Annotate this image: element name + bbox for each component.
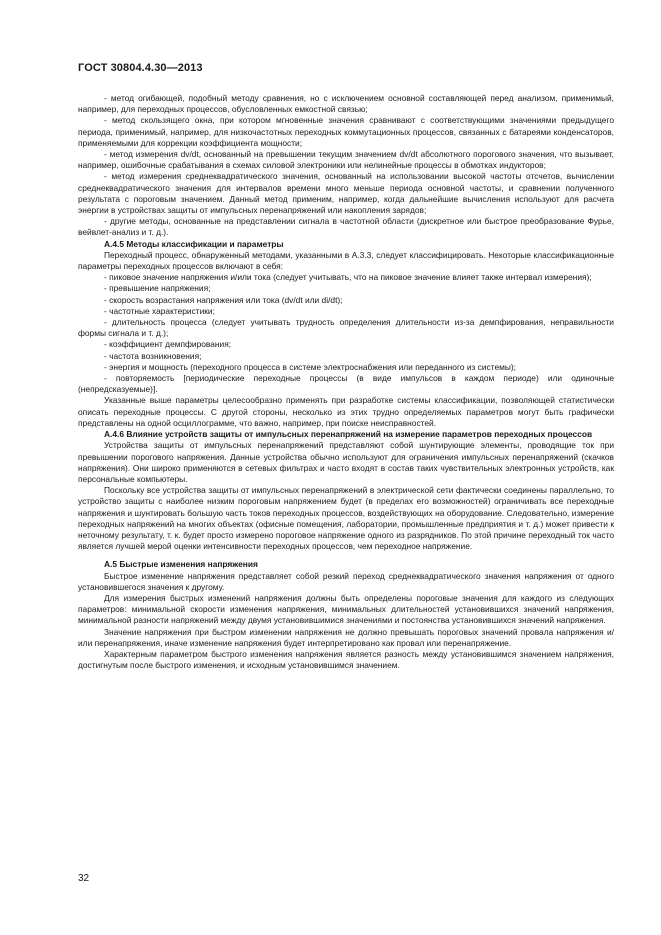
section-heading: А.4.5 Методы классификации и параметры: [104, 238, 284, 249]
paragraph: Указанные выше параметры целесообразно применять при разработке системы классификации, позволяющей статистически описать переходные процессы. С другой стороны, несколько из этих трудно определяемых параметров могут быть графически представлены на одной осциллограмме, что важно, например, при поиске неисправностей.: [78, 395, 614, 428]
document-header: ГОСТ 30804.4.30—2013: [78, 62, 203, 74]
paragraph: Характерным параметром быстрого изменения напряжения является разность между установившимся значением напряжения, достигнутым после быстрого изменения, и исходным установившимся значением.: [78, 648, 614, 671]
list-item: - длительность процесса (следует учитывать трудность определения длительности из-за демпфирования, неправильности формы сигнала и т. д.);: [78, 317, 614, 339]
paragraph: - метод скользящего окна, при котором мгновенные значения сравнивают с соответствующими значениями предыдущего периода, применимый, например, для низкочастотных переходных коммутационных процессов, связанных с батареями конденсаторов, применяемыми для коррекции коэффициента мощности;: [78, 115, 614, 148]
list-item: - частотные характеристики;: [104, 305, 215, 316]
section-heading: А.5 Быстрые изменения напряжения: [104, 559, 258, 570]
list-item: - частота возникновения;: [104, 350, 202, 361]
list-item: - энергия и мощность (переходного процесса в системе электроснабжения или переданного из системы);: [104, 361, 517, 372]
paragraph: Значение напряжения при быстром изменении напряжения не должно превышать пороговых значений провала напряжения и/или перенапряжения, иначе изменение напряжения будет интерпретировано как провал или перенапряжение.: [78, 626, 614, 648]
list-item: - скорость возрастания напряжения или тока (dv/dt или di/dt);: [104, 294, 343, 305]
page-number: 32: [78, 873, 90, 884]
paragraph: Устройства защиты от импульсных перенапряжений представляют собой шунтирующие элементы, проводящие ток при превышении порогового напряжения. Данные устройства обычно используют для ограничения импульсных перенапряжений (скачков напряжения). Они широко применяются в сетевых фильтрах и часто входят в состав таких чувствительных электронных устройств, как персональные компьютеры.: [78, 440, 614, 484]
list-item: - коэффициент демпфирования;: [104, 339, 232, 350]
paragraph: Быстрое изменение напряжения представляет собой резкий переход среднеквадратического значения напряжения от одного установившегося значения к другому.: [78, 570, 614, 592]
list-item: - повторяемость [периодические переходные процессы (в виде импульсов в каждом периоде) или одиночные (непредсказуемые)].: [78, 373, 614, 395]
paragraph: Для измерения быстрых изменений напряжения должны быть определены пороговые значения для каждого из следующих параметров: минимальной скорости изменения напряжения, минимальных длительностей установившихся значений напряжения, минимальной разности напряжений между двумя установившимися значениями и постоянства установившихся значений напряжения.: [78, 592, 614, 626]
list-item: - пиковое значение напряжения и/или тока (следует учитывать, что на пиковое значение влияет также интервал измерения);: [104, 272, 592, 283]
paragraph: - другие методы, основанные на представлении сигнала в частотной области (дискретное или быстрое преобразование Фурье, вейвлет-анализ и т. д.).: [78, 216, 614, 238]
paragraph: Переходный процесс, обнаруженный методами, указанными в А.3.3, следует классифицировать. Некоторые классификационные параметры переходных процессов включают в себя:: [78, 249, 614, 272]
section-heading: А.4.6 Влияние устройств защиты от импульсных перенапряжений на измерение параметров переходных процессов: [104, 429, 593, 440]
paragraph: - метод измерения dv/dt, основанный на превышении текущим значением dv/dt абсолютного порогового значения, что вызывает, например, ошибочные срабатывания в схемах силовой электроники или нелинейные процессы в обмотках индукторов;: [78, 149, 614, 171]
paragraph: - метод измерения среднеквадратического значения, основанный на использовании высокой частоты отсчетов, вычислении среднеквадратического значения для интервалов времени много меньше периода основной частоты, и сравнении полученного результата с пороговым значением. Данный метод применим, например, когда дальнейшие вычисления используют для расчета энергии в устройствах защиты от импульсных перенапряжений или накопления зарядов;: [78, 171, 614, 216]
list-item: - превышение напряжения;: [104, 283, 211, 294]
paragraph: - метод огибающей, подобный методу сравнения, но с исключением основной составляющей перед анализом, применимый, например, для переходных процессов, обусловленных емкостной связью;: [78, 93, 614, 115]
document-body: [78, 93, 614, 671]
paragraph: Поскольку все устройства защиты от импульсных перенапряжений в электрической сети фактически соединены параллельно, то устройство защиты с наиболее низким пороговым напряжением будет (в пределах его возможностей) ограничивать все переходные напряжения и шунтировать большую часть токов переходных процессов, воздействующих на оборудование. Следовательно, измерение переходных напряжений на многих объектах (офисные помещения, лаборатории, промышленные предприятия и т. д.) может привести к неточному результату, т. к. будет просто измерено пороговое напряжение одного из разрядников. По этой причине переходный ток часто является лучшей мерой оценки интенсивности переходных процессов, чем переходное напряжение.: [78, 485, 614, 552]
